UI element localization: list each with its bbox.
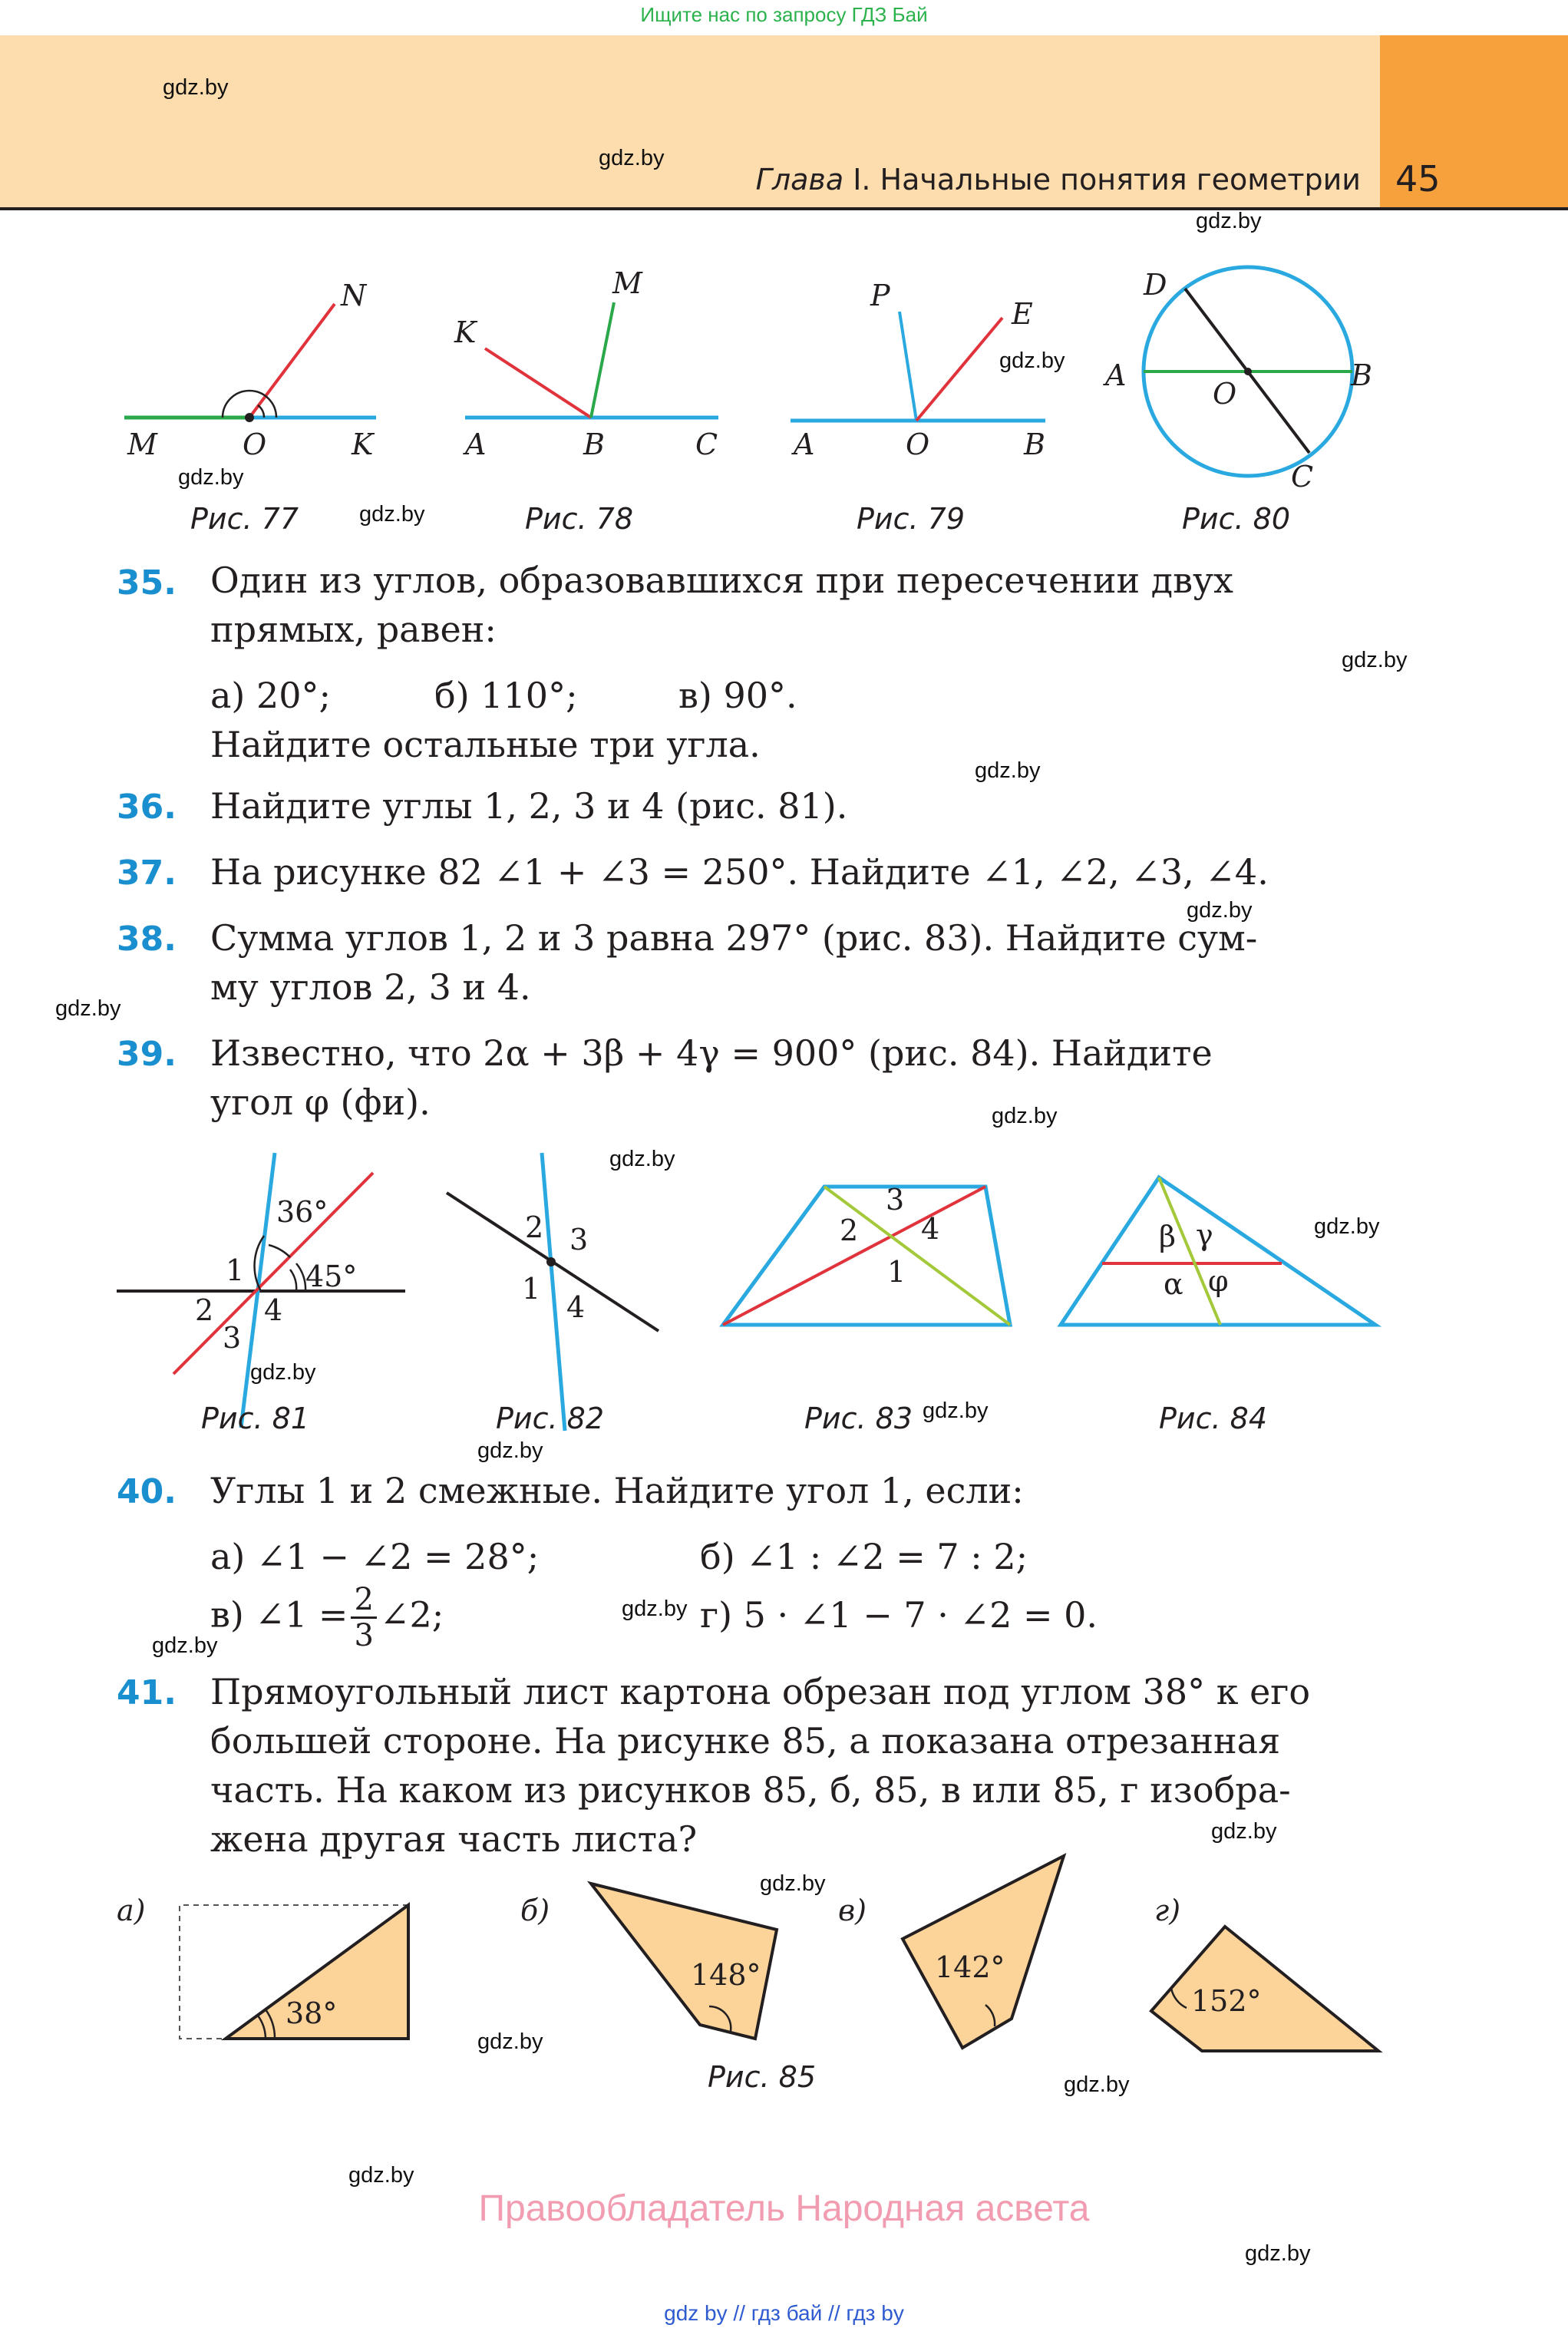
- watermark: gdz.by: [1064, 2072, 1130, 2097]
- figure-80: [1103, 267, 1372, 494]
- fig81-label-1: 1: [226, 1253, 245, 1287]
- footer-links[interactable]: gdz by // гдз бай // гдз by: [664, 2301, 904, 2325]
- problem-38: [210, 913, 1380, 1012]
- watermark: gdz.by: [348, 2163, 414, 2188]
- chapter-label: Глава: [755, 163, 844, 196]
- top-note: Ищите нас по запросу ГДЗ Бай: [640, 3, 928, 26]
- fig81-arc-36-b: [269, 1245, 290, 1257]
- fig80-center: [1244, 368, 1252, 375]
- fig82-vertex: [546, 1257, 556, 1266]
- watermark: gdz.by: [999, 348, 1065, 373]
- fig83-caption: Рис. 83: [804, 1402, 913, 1435]
- fig79-label-b: B: [1024, 428, 1045, 461]
- fig78-label-m: M: [612, 266, 642, 300]
- fig85-b-angle: 148°: [691, 1958, 761, 1992]
- problem-35-line1: Один из углов, образовавшихся при пересечении двух: [210, 560, 1233, 601]
- problem-36-text: Найдите углы 1, 2, 3 и 4 (рис. 81).: [210, 785, 848, 827]
- chapter-title: [756, 163, 1361, 196]
- problem-38-line1: Сумма углов 1, 2 и 3 равна 297° (рис. 83). Найдите сум-: [210, 917, 1258, 959]
- fig83-label-3: 3: [886, 1183, 905, 1217]
- fig84-label-phi: φ: [1208, 1264, 1229, 1298]
- figure-82: [447, 1153, 659, 1431]
- problem-38-number: 38.: [117, 920, 177, 959]
- fig80-label-o: O: [1213, 377, 1237, 411]
- fig85-part-d: [1151, 1894, 1378, 2051]
- problem-35: [210, 556, 1380, 654]
- problem-40-option-c-suffix: ∠2;: [379, 1593, 444, 1636]
- fig83-label-4: 4: [921, 1212, 940, 1246]
- fig79-label-e: E: [1012, 297, 1033, 331]
- fig85-part-b: [520, 1884, 777, 2039]
- problem-41-line3: часть. На каком из рисунков 85, б, 85, в или 85, г изобра-: [210, 1769, 1291, 1811]
- problem-39-line2: угол φ (фи).: [210, 1081, 431, 1123]
- fig81-label-3: 3: [223, 1321, 242, 1355]
- watermark: gdz.by: [163, 75, 229, 100]
- watermark: gdz.by: [477, 1438, 543, 1463]
- fig80-label-b: B: [1351, 358, 1372, 392]
- fig83-trapezoid: [723, 1187, 1010, 1325]
- watermark: gdz.by: [760, 1871, 826, 1896]
- fig84-label-alpha: α: [1164, 1267, 1183, 1301]
- problem-41-line1: Прямоугольный лист картона обрезан под углом 38° к его: [210, 1671, 1311, 1712]
- fig81-label-4: 4: [264, 1293, 283, 1327]
- fig85-d-piece: [1151, 1927, 1378, 2051]
- fig77-caption: Рис. 77: [190, 502, 299, 536]
- figure-83: [723, 1183, 1010, 1325]
- fig85-caption: Рис. 85: [708, 2060, 817, 2094]
- problem-37-number: 37.: [117, 854, 177, 893]
- watermark: gdz.by: [55, 996, 121, 1021]
- fig77-label-o: O: [243, 428, 267, 461]
- fig80-label-c: C: [1291, 460, 1314, 494]
- fig77-label-k: K: [352, 428, 374, 461]
- problem-40-option-c-prefix: в) ∠1 =: [210, 1593, 348, 1636]
- fig77-label-m: M: [127, 428, 157, 461]
- figure-78: [454, 266, 718, 461]
- problem-40-number: 40.: [117, 1472, 177, 1511]
- problem-35-option-c: в) 90°.: [678, 675, 797, 716]
- fig77-vertex: [245, 413, 254, 422]
- fig78-label-c: C: [695, 428, 718, 461]
- problem-35-option-b: б) 110°;: [434, 675, 578, 716]
- problem-38-line2: му углов 2, 3 и 4.: [210, 966, 531, 1008]
- problem-40-option-a: а) ∠1 − ∠2 = 28°;: [210, 1536, 540, 1577]
- problem-41-line4: жена другая часть листа?: [210, 1818, 698, 1860]
- fig85-c-angle: 142°: [935, 1950, 1005, 1984]
- fig83-label-2: 2: [840, 1214, 859, 1247]
- fig80-label-d: D: [1144, 268, 1167, 302]
- fraction-numerator: 2: [351, 1584, 376, 1619]
- figure-81: [117, 1153, 405, 1428]
- fig85-a-angle: 38°: [286, 1996, 338, 2030]
- problem-41: [210, 1667, 1380, 1864]
- problem-35-option-a: а) 20°;: [210, 675, 332, 716]
- fraction-denominator: 3: [354, 1618, 374, 1653]
- fig85-a-letter: а): [117, 1894, 146, 1927]
- watermark: gdz.by: [1187, 898, 1253, 923]
- fig81-caption: Рис. 81: [201, 1402, 310, 1435]
- fig78-label-k: K: [454, 315, 477, 349]
- fraction-two-thirds: [351, 1584, 376, 1651]
- problem-40-option-c: [210, 1584, 444, 1651]
- problem-40-line1: Углы 1 и 2 смежные. Найдите угол 1, если:: [210, 1470, 1024, 1511]
- fig80-caption: Рис. 80: [1182, 502, 1291, 536]
- fig78-label-a: A: [465, 428, 487, 461]
- page-number: 45: [1395, 158, 1441, 200]
- fig78-ray-bk: [485, 348, 591, 418]
- fig79-ray-op: [900, 312, 916, 421]
- watermark: gdz.by: [1314, 1214, 1380, 1239]
- fig81-label-36: 36°: [276, 1195, 328, 1229]
- copyright-holder: Правообладатель Народная асвета: [478, 2188, 1090, 2229]
- figure-84: [1061, 1177, 1375, 1325]
- fig79-ray-oe: [916, 318, 1002, 421]
- fig77-label-n: N: [341, 279, 367, 312]
- problem-41-line2: большей стороне. На рисунке 85, а показана отрезанная: [210, 1720, 1281, 1762]
- fig78-caption: Рис. 78: [525, 502, 634, 536]
- fig85-c-letter: в): [838, 1894, 867, 1927]
- fig79-label-p: P: [870, 279, 890, 312]
- watermark: gdz.by: [477, 2029, 543, 2054]
- fig79-label-a: A: [794, 428, 815, 461]
- fig84-label-gamma: γ: [1196, 1218, 1213, 1252]
- fig81-label-2: 2: [195, 1293, 214, 1327]
- watermark: gdz.by: [622, 1597, 688, 1621]
- figure-85: [0, 1842, 1568, 2088]
- fig79-label-o: O: [906, 428, 930, 461]
- fig82-label-4: 4: [566, 1290, 586, 1324]
- fig79-caption: Рис. 79: [857, 502, 966, 536]
- problem-40-option-b: б) ∠1 : ∠2 = 7 : 2;: [700, 1536, 1028, 1577]
- problem-40-option-d: г) 5 · ∠1 − 7 · ∠2 = 0.: [700, 1594, 1098, 1636]
- fig78-label-b: B: [583, 428, 605, 461]
- watermark: gdz.by: [599, 146, 665, 170]
- fig85-b-letter: б): [520, 1894, 550, 1927]
- chapter-name: I. Начальные понятия геометрии: [843, 163, 1361, 196]
- fig85-d-angle: 152°: [1191, 1984, 1262, 2018]
- watermark: gdz.by: [152, 1633, 218, 1658]
- fig81-arc-45: [296, 1263, 305, 1291]
- fig82-label-2: 2: [525, 1210, 544, 1244]
- watermark: gdz.by: [1211, 1819, 1277, 1844]
- watermark: gdz.by: [609, 1147, 675, 1171]
- fig78-ray-bm: [591, 302, 614, 418]
- fig82-label-1: 1: [522, 1272, 541, 1306]
- fig85-part-c: [838, 1856, 1064, 2048]
- watermark: gdz.by: [250, 1360, 316, 1385]
- header-rule: [0, 207, 1568, 210]
- fig83-label-1: 1: [887, 1255, 906, 1289]
- watermark: gdz.by: [923, 1399, 989, 1423]
- problem-39-number: 39.: [117, 1035, 177, 1074]
- fig84-label-beta: β: [1159, 1220, 1176, 1253]
- problem-37-text: На рисунке 82 ∠1 + ∠3 = 250°. Найдите ∠1, ∠2, ∠3, ∠4.: [210, 851, 1269, 893]
- problem-35-number: 35.: [117, 563, 177, 603]
- problem-35-line4: Найдите остальные три угла.: [210, 724, 761, 765]
- fig82-line-blue: [542, 1153, 565, 1431]
- problem-39-line1: Известно, что 2α + 3β + 4γ = 900° (рис. 84). Найдите: [210, 1032, 1213, 1074]
- fig82-label-3: 3: [569, 1223, 589, 1257]
- problem-41-number: 41.: [117, 1673, 177, 1712]
- problem-36-number: 36.: [117, 788, 177, 827]
- fig81-label-45: 45°: [305, 1260, 358, 1293]
- problem-35-line2: прямых, равен:: [210, 609, 497, 650]
- watermark: gdz.by: [178, 465, 244, 490]
- fig80-label-a: A: [1105, 358, 1127, 392]
- figures-mid: [0, 1136, 1568, 1443]
- fig84-caption: Рис. 84: [1159, 1402, 1268, 1435]
- figure-77: [124, 279, 376, 461]
- fig81-arc-45-b: [290, 1270, 296, 1291]
- fig82-caption: Рис. 82: [496, 1402, 605, 1435]
- figure-79: [791, 279, 1045, 461]
- fig85-d-letter: г): [1154, 1894, 1181, 1927]
- watermark: gdz.by: [1342, 648, 1408, 672]
- watermark: gdz.by: [359, 502, 425, 527]
- watermark: gdz.by: [975, 758, 1041, 783]
- watermark: gdz.by: [1245, 2241, 1311, 2266]
- fig84-triangle: [1061, 1177, 1375, 1325]
- problem-39: [210, 1029, 1380, 1127]
- watermark: gdz.by: [992, 1104, 1058, 1128]
- fig77-ray-on: [249, 304, 335, 418]
- fig85-part-a: [117, 1894, 408, 2039]
- watermark: gdz.by: [1196, 209, 1262, 233]
